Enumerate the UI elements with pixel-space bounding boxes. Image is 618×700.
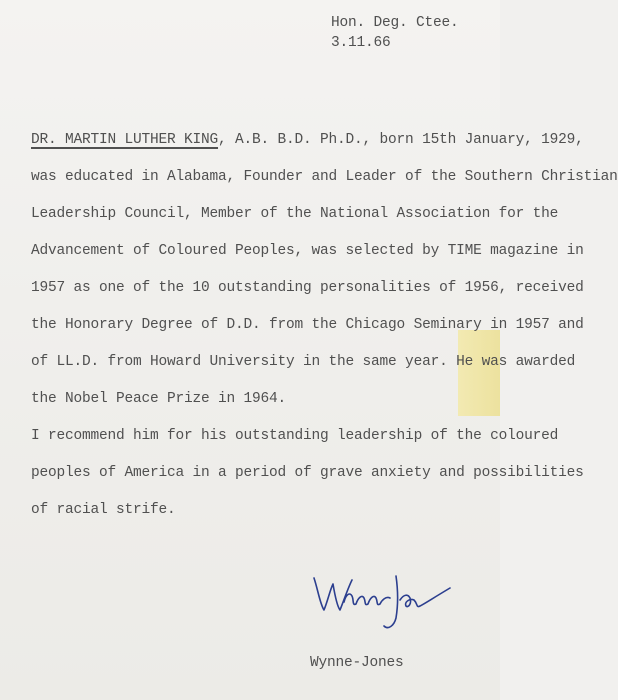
- reference-block: [331, 13, 459, 53]
- body-line-8: the Nobel Peace Prize in 1964.: [31, 391, 287, 407]
- body-line-2: was educated in Alabama, Founder and Leader of the Southern Christian: [31, 169, 618, 185]
- signatory-name: Wynne-Jones: [310, 655, 404, 671]
- subject-credentials: , A.B. B.D. Ph.D., born 15th January, 1929,: [218, 132, 584, 148]
- subject-name: DR. MARTIN LUTHER KING: [31, 132, 219, 148]
- body-line-10: peoples of America in a period of grave anxiety and possibilities: [31, 465, 584, 481]
- body-line-5: 1957 as one of the 10 outstanding personalities of 1956, received: [31, 280, 584, 296]
- reference-committee: Hon. Deg. Ctee.: [331, 15, 459, 31]
- body-line-3: Leadership Council, Member of the National Association for the: [31, 206, 559, 222]
- handwritten-signature: [300, 560, 460, 640]
- body-line-7: of LL.D. from Howard University in the same year. He was awarded: [31, 354, 576, 370]
- body-line-6: the Honorary Degree of D.D. from the Chicago Seminary in 1957 and: [31, 317, 584, 333]
- body-line-4: Advancement of Coloured Peoples, was selected by TIME magazine in: [31, 243, 584, 259]
- reference-date: 3.11.66: [331, 35, 391, 51]
- body-line-1: [31, 127, 618, 164]
- letter-body: [31, 127, 618, 534]
- body-line-11: of racial strife.: [31, 502, 176, 518]
- body-line-9: I recommend him for his outstanding leadership of the coloured: [31, 428, 559, 444]
